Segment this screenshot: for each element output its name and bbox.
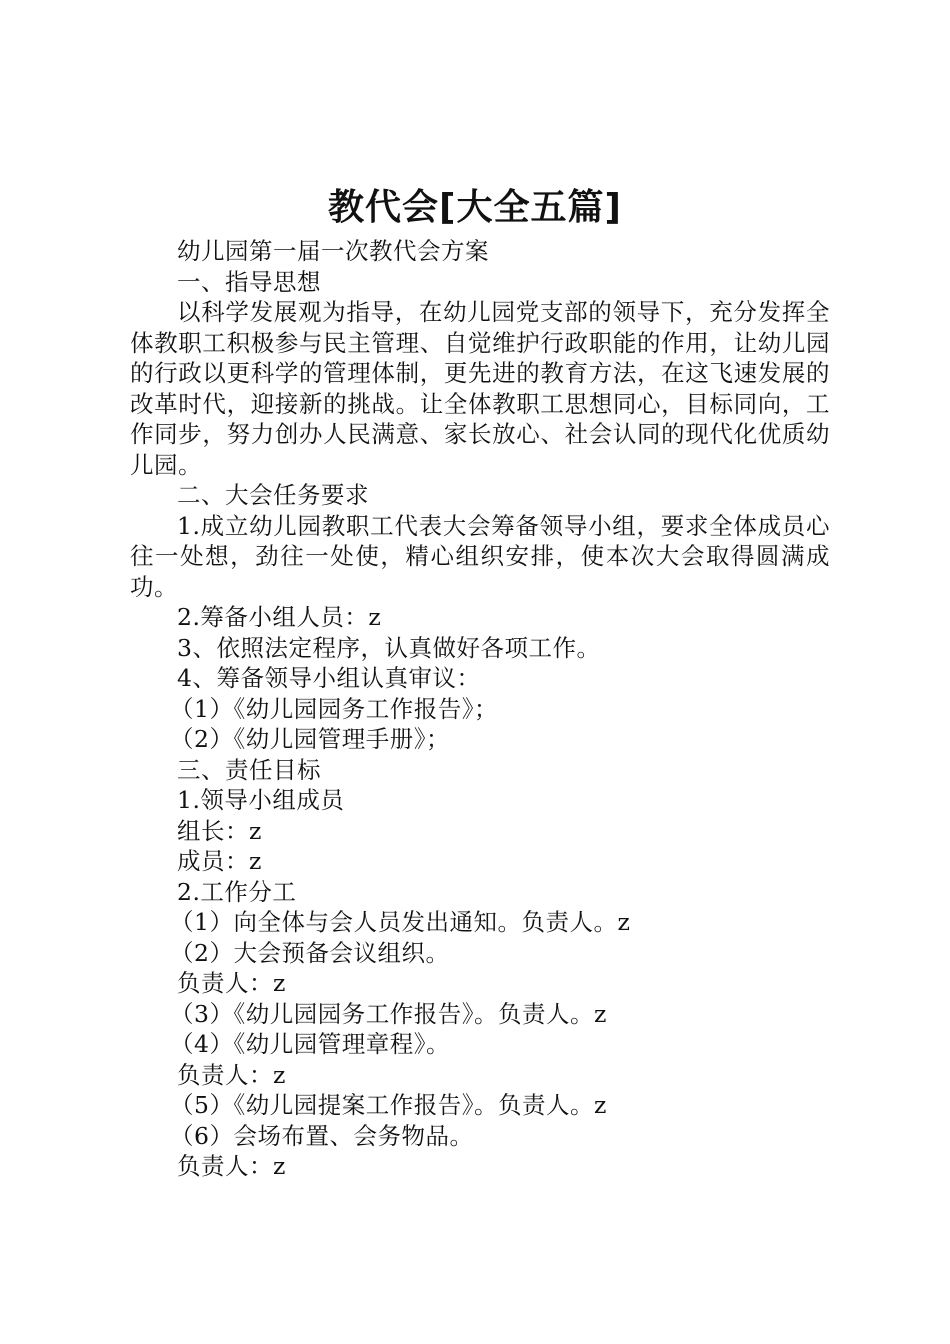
paragraph-group-members: 成员：z bbox=[177, 847, 262, 875]
paragraph-group-leader: 组长：z bbox=[177, 816, 262, 845]
document-body bbox=[130, 236, 830, 1182]
paragraph-responsible-4: 负责人：z bbox=[177, 1060, 286, 1089]
paragraph-task-3: 3、依照法定程序，认真做好各项工作。 bbox=[177, 633, 601, 662]
paragraph-division-6: （6）会场布置、会务物品。 bbox=[170, 1121, 474, 1150]
paragraph-division-5: （5）《幼儿园提案工作报告》。负责人。z bbox=[170, 1091, 607, 1119]
paragraph-responsible-2: 负责人：z bbox=[177, 969, 286, 997]
paragraph-division-3: （3）《幼儿园园务工作报告》。负责人。z bbox=[170, 999, 607, 1028]
paragraph-division-4: （4）《幼儿园管理章程》。 bbox=[170, 1030, 450, 1058]
paragraph-division-2: （2）大会预备会议组织。 bbox=[170, 938, 450, 967]
paragraph-review-2: （2）《幼儿园管理手册》； bbox=[170, 725, 450, 753]
paragraph-leader-group: 1.领导小组成员 bbox=[177, 786, 345, 814]
paragraph-plan-title: 幼儿园第一届一次教代会方案 bbox=[177, 237, 489, 265]
heading-guiding-ideology: 一、指导思想 bbox=[177, 267, 321, 296]
paragraph-division-1: （1）向全体与会人员发出通知。负责人。z bbox=[170, 908, 631, 936]
paragraph-task-4: 4、筹备领导小组认真审议： bbox=[177, 664, 481, 692]
paragraph-review-1: （1）《幼儿园园务工作报告》； bbox=[170, 694, 498, 723]
heading-responsibility: 三、责任目标 bbox=[177, 755, 321, 784]
paragraph-task-2: 2.筹备小组人员：z bbox=[177, 603, 382, 631]
paragraph-task-1: 1.成立幼儿园教职工代表大会筹备领导小组，要求全体成员心往一处想，劲往一处使，精心组织安排，使本次大会取得圆满成功。 bbox=[130, 511, 830, 601]
paragraph-guiding-ideology: 以科学发展观为指导，在幼儿园党支部的领导下，充分发挥全体教职工积极参与民主管理、自觉维护行政职能的作用，让幼儿园的行政以更科学的管理体制，更先进的教育方法，在这飞速发展的改革时代，迎接新的挑战。让全体教职工思想同心，目标同向，工作同步，努力创办人民满意、家长放心、社会认同的现代化优质幼儿园。 bbox=[130, 298, 830, 479]
paragraph-division: 2.工作分工 bbox=[177, 877, 297, 906]
document-title: 教代会[大全五篇] bbox=[328, 187, 622, 228]
heading-meeting-tasks: 二、大会任务要求 bbox=[177, 481, 369, 509]
paragraph-responsible-6: 负责人：z bbox=[177, 1152, 286, 1180]
